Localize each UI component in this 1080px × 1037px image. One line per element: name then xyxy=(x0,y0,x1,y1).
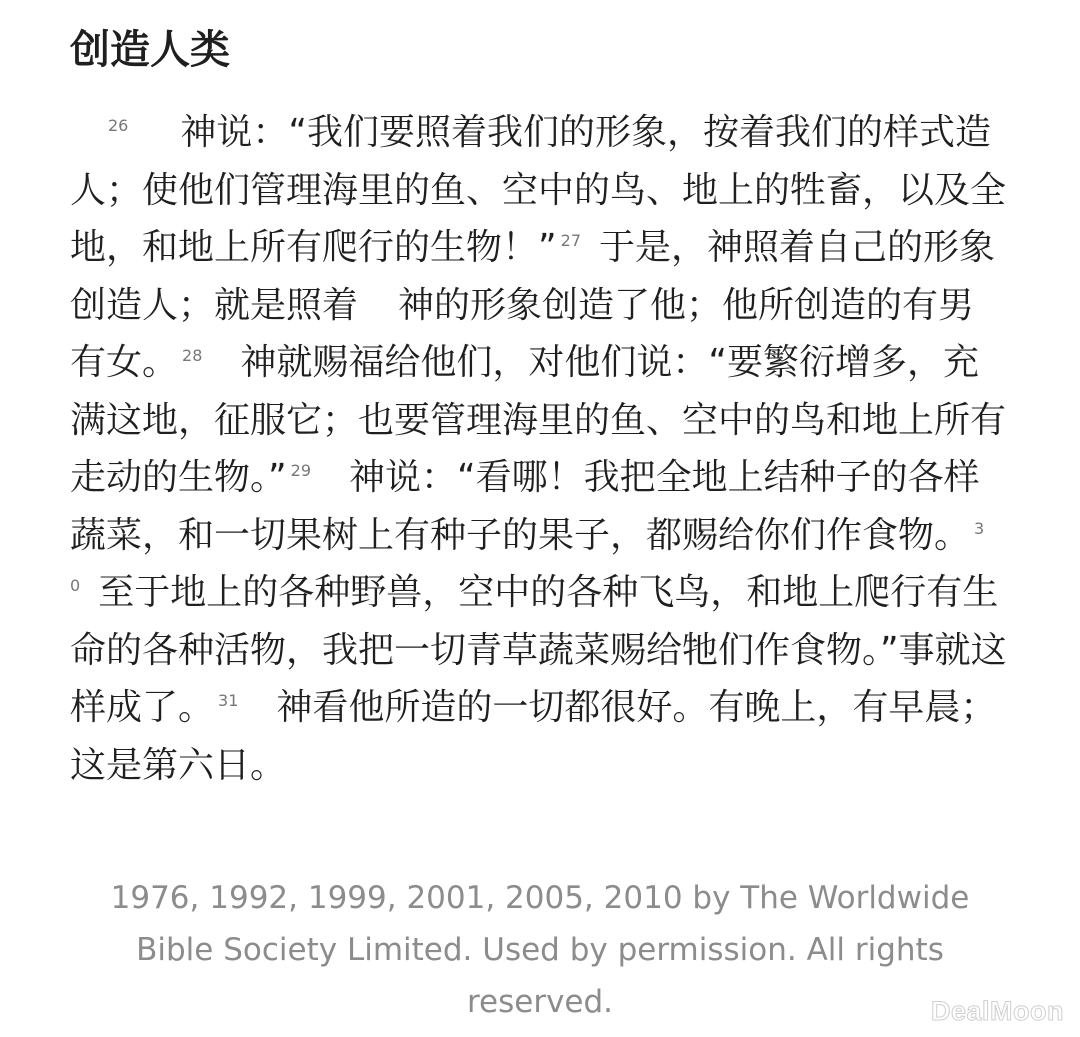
verse-number-29: 29 xyxy=(290,461,312,480)
verse-number-30: 30 xyxy=(70,518,985,595)
verse-number-28: 28 xyxy=(182,346,203,365)
verse-text-29: 神说：“看哪！我把全地上结种子的各样蔬菜，和一切果树上有种子的果子，都赐给你们作食物。 xyxy=(70,457,980,556)
verse-text-26: 神说：“我们要照着我们的形象，按着我们的样式造人；使他们管理海里的鱼、空中的鸟、地上的牲畜，以及全地，和地上所有爬行的生物！” xyxy=(70,112,1007,268)
verse-text-27b: 神的形象创造了他；他所创造的有男有女。 xyxy=(70,284,975,383)
verse-text-27a: 于是，神照着自己的形象创造人；就是照着 xyxy=(70,227,996,326)
section-title: 创造人类 xyxy=(70,27,230,73)
verse-text-31: 神看他所造的一切都很好。有晚上，有早晨；这是第六日。 xyxy=(70,687,997,786)
verse-text-30: 至于地上的各种野兽，空中的各种飞鸟，和地上爬行有生命的各种活物，我把一切青草蔬菜赐给牠们作食物。”事就这样成了。 xyxy=(70,572,1007,728)
copyright-notice: 1976, 1992, 1999, 2001, 2005, 2010 by The Worldwide Bible Society Limited. Used by permission. All rights reserved. xyxy=(110,880,970,1020)
verse-number-26: 26 xyxy=(108,116,129,135)
scripture-page xyxy=(70,24,1010,794)
scripture-passage xyxy=(70,104,1010,794)
dealmoon-watermark: DealMoon xyxy=(930,996,1064,1026)
verse-number-31: 31 xyxy=(218,691,239,710)
verse-text-28: 神就赐福给他们，对他们说：“要繁衍增多，充满这地，征服它；也要管理海里的鱼、空中的鸟和地上所有走动的生物。” xyxy=(70,342,1007,498)
verse-number-27: 27 xyxy=(560,231,582,250)
